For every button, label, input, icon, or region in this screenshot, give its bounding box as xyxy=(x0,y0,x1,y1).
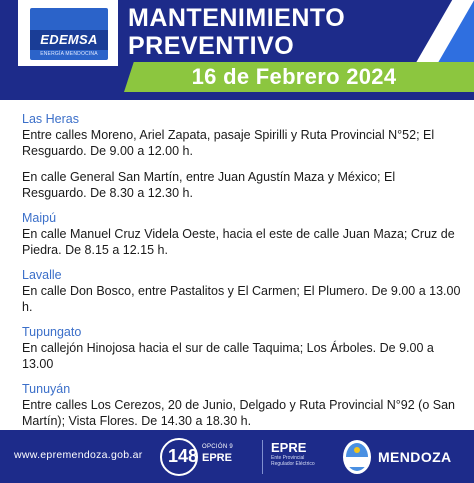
mendoza-logo xyxy=(340,438,470,476)
phone-contact xyxy=(160,438,250,476)
edemsa-logo-mark xyxy=(30,8,108,60)
section-las-heras xyxy=(22,112,462,201)
place-label: Maipú xyxy=(22,211,57,225)
website-link[interactable]: www.epremendoza.gob.ar xyxy=(14,449,143,461)
phone-option: OPCIÓN 9 xyxy=(202,444,234,450)
section-maipu xyxy=(22,211,462,258)
section-tunuyan xyxy=(22,382,462,429)
epre-subtitle: Regulador Eléctrico xyxy=(271,461,315,467)
place-label: Lavalle xyxy=(22,268,62,282)
outage-description: En calle General San Martín, entre Juan Agustín Maza y México; El Resguardo. De 8.30 a 12.30 h. xyxy=(22,170,396,200)
section-tupungato xyxy=(22,325,462,372)
footer-bar xyxy=(0,430,474,483)
phone-label: EPRE xyxy=(202,452,232,464)
section-lavalle xyxy=(22,268,462,315)
page-title xyxy=(128,4,345,60)
place-label: Las Heras xyxy=(22,112,79,126)
province-name: MENDOZA xyxy=(378,449,452,465)
epre-subtitle: Ente Provincial xyxy=(271,455,305,461)
place-label: Tunuyán xyxy=(22,382,71,396)
epre-logo xyxy=(262,440,320,474)
phone-number: 148 xyxy=(168,446,199,466)
provincial-seal-icon xyxy=(340,438,374,476)
edemsa-logo xyxy=(18,0,118,66)
title-line-2: PREVENTIVO xyxy=(128,32,295,60)
outage-description: En callejón Hinojosa hacia el sur de calle Taquima; Los Árboles. De 9.00 a 13.00 xyxy=(22,341,434,371)
outage-description: Entre calles Moreno, Ariel Zapata, pasaje Spirilli y Ruta Provincial N°52; El Resguardo. De 9.00 a 12.00 h. xyxy=(22,128,435,158)
outage-list xyxy=(22,112,462,439)
outage-description: Entre calles Los Cerezos, 20 de Junio, Delgado y Ruta Provincial N°92 (o San Martín); Vista Flores. De 14.30 a 18.30 h. xyxy=(22,398,456,428)
logo-text: EDEMSA xyxy=(40,32,98,47)
title-line-1: MANTENIMIENTO xyxy=(128,4,346,32)
epre-title: EPRE xyxy=(271,440,307,455)
date-label: 16 de Febrero 2024 xyxy=(191,64,397,89)
place-label: Tupungato xyxy=(22,325,82,339)
outage-description: En calle Manuel Cruz Videla Oeste, hacia el este de calle Juan Maza; Cruz de Piedra. De 8.15 a 12.15 h. xyxy=(22,227,455,257)
logo-subtext: ENERGÍA MENDOCINA xyxy=(40,51,98,57)
outage-description: En calle Don Bosco, entre Pastalitos y El Carmen; El Plumero. De 9.00 a 13.00 h. xyxy=(22,284,461,314)
